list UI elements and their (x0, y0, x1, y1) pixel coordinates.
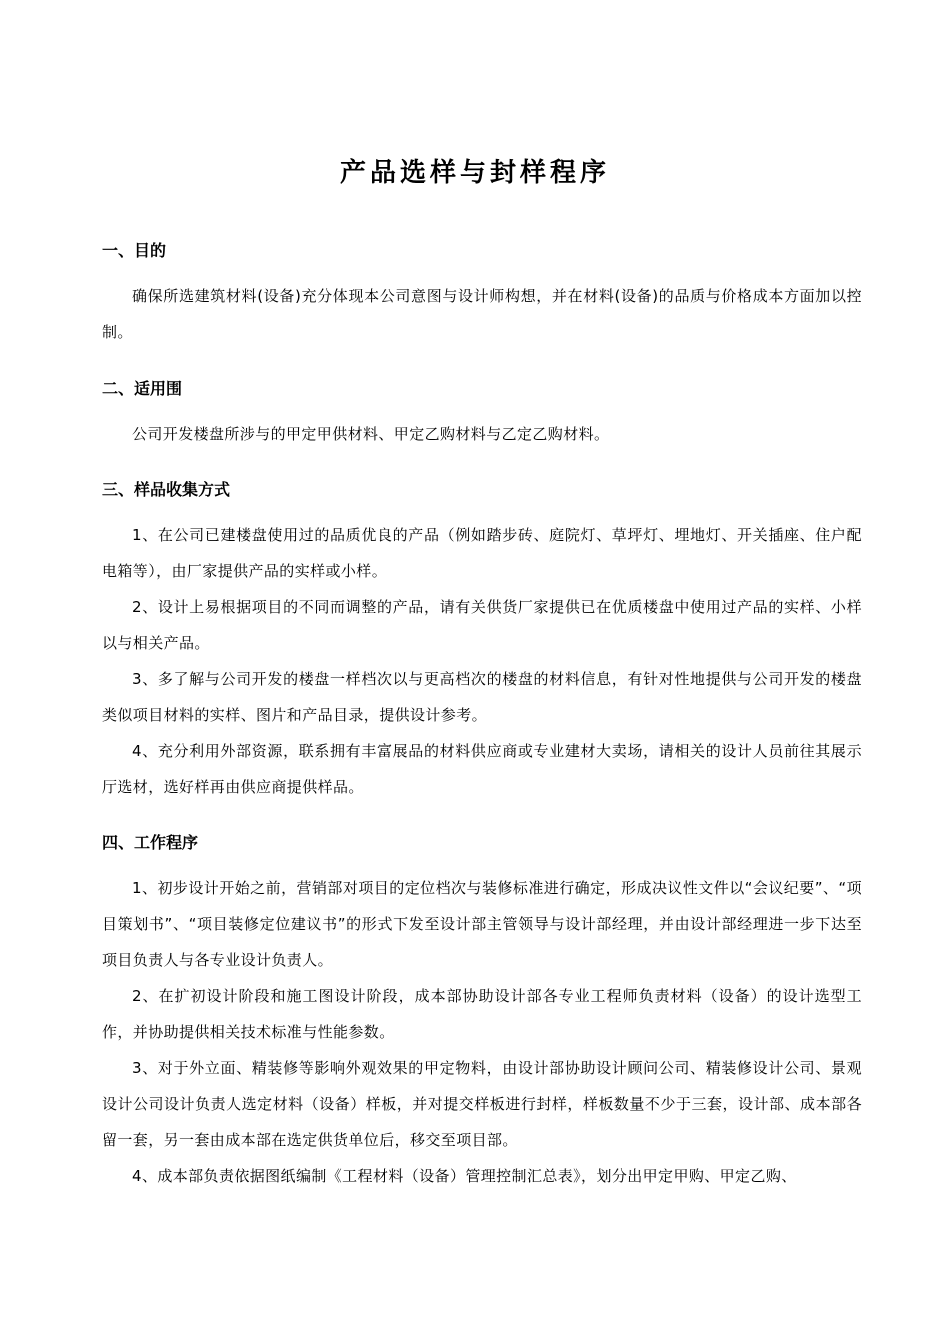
section-heading-scope: 二、适用围 (102, 379, 183, 398)
paragraph-purpose: 确保所选建筑材料(设备)充分体现本公司意图与设计师构想，并在材料(设备)的品质与价格成本方面加以控制。 (102, 287, 862, 341)
section-heading-purpose: 一、目的 (102, 241, 167, 260)
document-title: 产品选样与封样程序 (339, 158, 610, 188)
section-heading-work-procedure: 四、工作程序 (102, 833, 199, 852)
section-heading-sample-collection: 三、样品收集方式 (102, 480, 231, 499)
paragraph-sample-collection-2: 2、设计上易根据项目的不同而调整的产品，请有关供货厂家提供已在优质楼盘中使用过产品的实样、小样以与相关产品。 (102, 598, 862, 652)
paragraph-work-procedure-1: 1、初步设计开始之前，营销部对项目的定位档次与装修标准进行确定，形成决议性文件以“会议纪要”、“项目策划书”、“项目装修定位建议书”的形式下发至设计部主管领导与设计部经理，并由设计部经理进一步下达至项目负责人与各专业设计负责人。 (102, 879, 862, 969)
paragraph-scope: 公司开发楼盘所涉与的甲定甲供材料、甲定乙购材料与乙定乙购材料。 (132, 425, 610, 443)
paragraph-sample-collection-1: 1、在公司已建楼盘使用过的品质优良的产品（例如踏步砖、庭院灯、草坪灯、埋地灯、开关插座、住户配电箱等），由厂家提供产品的实样或小样。 (102, 526, 862, 580)
paragraph-work-procedure-2: 2、在扩初设计阶段和施工图设计阶段，成本部协助设计部各专业工程师负责材料（设备）的设计选型工作，并协助提供相关技术标准与性能参数。 (102, 987, 862, 1041)
paragraph-work-procedure-4: 4、成本部负责依据图纸编制《工程材料（设备）管理控制汇总表》，划分出甲定甲购、甲定乙购、 (132, 1167, 797, 1185)
paragraph-work-procedure-3: 3、对于外立面、精装修等影响外观效果的甲定物料，由设计部协助设计顾问公司、精装修设计公司、景观设计公司设计负责人选定材料（设备）样板，并对提交样板进行封样，样板数量不少于三套，设计部、成本部各留一套，另一套由成本部在选定供货单位后，移交至项目部。 (102, 1059, 862, 1149)
paragraph-sample-collection-4: 4、充分利用外部资源，联系拥有丰富展品的材料供应商或专业建材大卖场，请相关的设计人员前往其展示厅选材，选好样再由供应商提供样品。 (102, 742, 862, 796)
paragraph-sample-collection-3: 3、多了解与公司开发的楼盘一样档次以与更高档次的楼盘的材料信息，有针对性地提供与公司开发的楼盘类似项目材料的实样、图片和产品目录，提供设计参考。 (102, 670, 862, 724)
